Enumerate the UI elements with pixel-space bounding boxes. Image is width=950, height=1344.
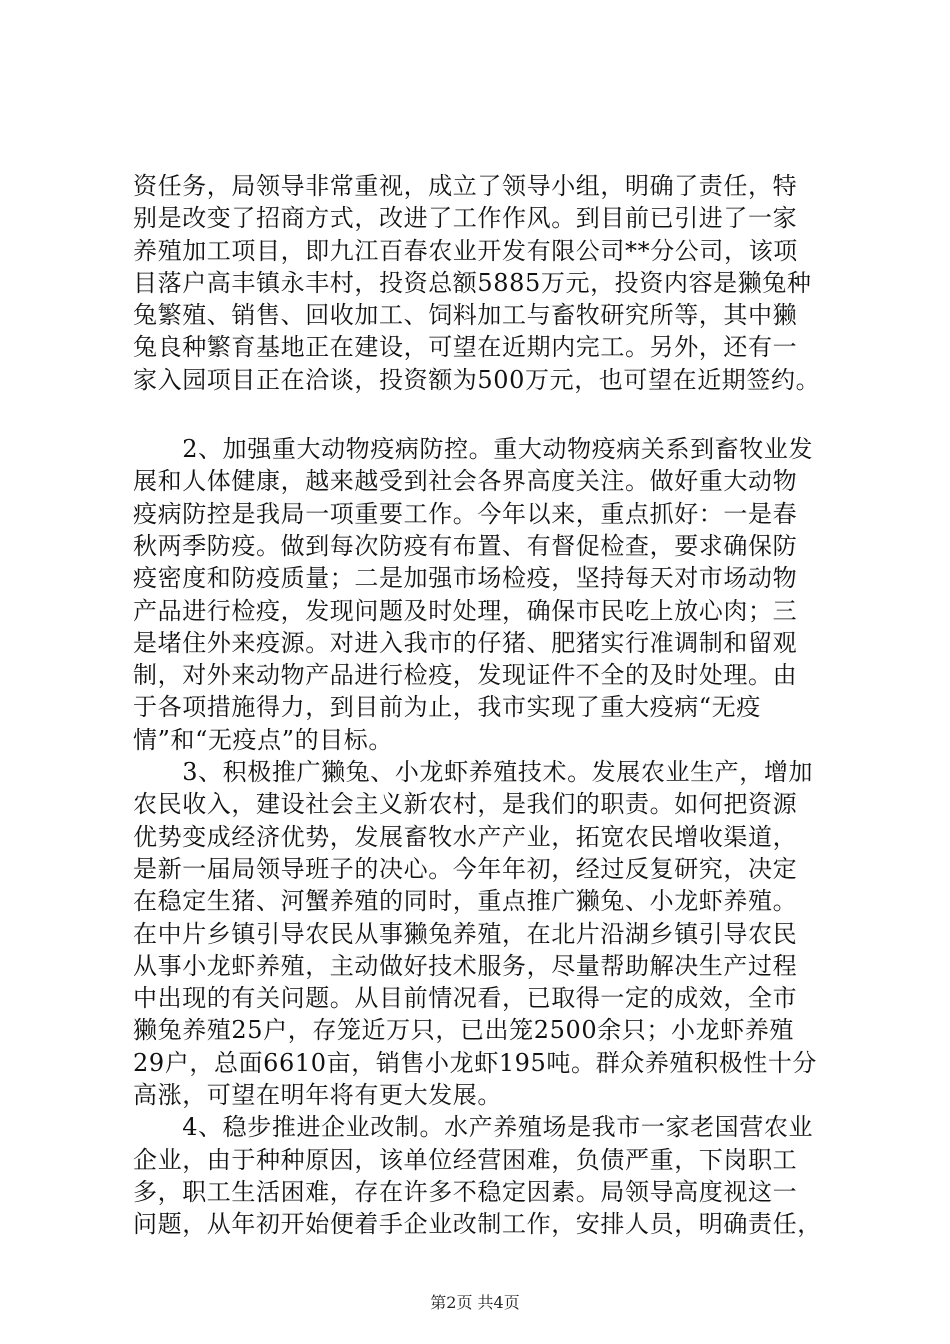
text-line: 家入园项目正在洽谈，投资额为500万元，也可望在近期签约。 bbox=[133, 365, 821, 394]
text-line: 疫病防控是我局一项重要工作。今年以来，重点抓好：一是春 bbox=[133, 499, 798, 528]
text-line: 资任务，局领导非常重视，成立了领导小组，明确了责任，特 bbox=[133, 172, 798, 200]
body-text bbox=[133, 170, 833, 1241]
text-line: 中出现的有关问题。从目前情况看，已取得一定的成效，全市 bbox=[133, 984, 798, 1013]
text-line: 产品进行检疫，发现问题及时处理，确保市民吃上放心肉；三 bbox=[133, 596, 798, 625]
text-line: 展和人体健康，越来越受到社会各界高度关注。做好重大动物 bbox=[133, 467, 798, 496]
text-line: 兔良种繁育基地正在建设，可望在近期内完工。另外，还有一 bbox=[133, 333, 798, 362]
text-line: 4、稳步推进企业改制。水产养殖场是我市一家老国营农业 bbox=[133, 1113, 814, 1142]
text-line: 在稳定生猪、河蟹养殖的同时，重点推广獭兔、小龙虾养殖。 bbox=[133, 887, 798, 916]
text-line: 獭兔养殖25户，存笼近万只，已出笼2500余只；小龙虾养殖 bbox=[133, 1016, 795, 1045]
text-line: 企业，由于种种原因，该单位经营困难，负债严重，下岗职工 bbox=[133, 1145, 798, 1174]
text-line: 养殖加工项目，即九江百春农业开发有限公司**分公司，该项 bbox=[133, 236, 798, 265]
text-line: 兔繁殖、销售、回收加工、饲料加工与畜牧研究所等，其中獭 bbox=[133, 301, 798, 330]
text-line: 是堵住外来疫源。对进入我市的仔猪、肥猪实行准调制和留观 bbox=[133, 628, 798, 657]
text-line: 29户，总面6610亩，销售小龙虾195吨。群众养殖积极性十分 bbox=[133, 1048, 818, 1077]
text-line: 于各项措施得力，到目前为止，我市实现了重大疫病“无疫 bbox=[133, 693, 761, 722]
text-line: 疫密度和防疫质量；二是加强市场检疫，坚持每天对市场动物 bbox=[133, 564, 798, 593]
text-line: 高涨，可望在明年将有更大发展。 bbox=[133, 1081, 502, 1110]
paragraph-2 bbox=[133, 433, 833, 756]
text-line: 从事小龙虾养殖，主动做好技术服务，尽量帮助解决生产过程 bbox=[133, 951, 798, 980]
text-line: 是新一届局领导班子的决心。今年年初，经过反复研究，决定 bbox=[133, 854, 798, 883]
text-line: 秋两季防疫。做到每次防疫有布置、有督促检查，要求确保防 bbox=[133, 531, 798, 560]
page-number-label: 第2页 共4页 bbox=[430, 1293, 520, 1312]
text-line: 农民收入，建设社会主义新农村，是我们的职责。如何把资源 bbox=[133, 790, 798, 819]
text-line: 目落户高丰镇永丰村，投资总额5885万元，投资内容是獭兔种 bbox=[133, 268, 812, 297]
text-line: 在中片乡镇引导农民从事獭兔养殖，在北片沿湖乡镇引导农民 bbox=[133, 919, 798, 948]
text-line: 3、积极推广獭兔、小龙虾养殖技术。发展农业生产，增加 bbox=[133, 758, 814, 787]
page-footer bbox=[0, 1290, 950, 1313]
text-line: 2、加强重大动物疫病防控。重大动物疫病关系到畜牧业发 bbox=[133, 435, 814, 464]
paragraph-1 bbox=[133, 170, 833, 396]
paragraph-4 bbox=[133, 1111, 833, 1240]
text-line: 制，对外来动物产品进行检疫，发现证件不全的及时处理。由 bbox=[133, 661, 798, 690]
text-line: 问题，从年初开始便着手企业改制工作，安排人员，明确责任， bbox=[133, 1210, 822, 1239]
paragraph-spacer bbox=[133, 396, 833, 433]
text-line: 优势变成经济优势，发展畜牧水产产业，拓宽农民增收渠道， bbox=[133, 822, 798, 851]
text-line: 情”和“无疫点”的目标。 bbox=[133, 725, 394, 754]
text-line: 别是改变了招商方式，改进了工作作风。到目前已引进了一家 bbox=[133, 204, 798, 233]
text-line: 多，职工生活困难，存在许多不稳定因素。局领导高度视这一 bbox=[133, 1177, 798, 1206]
paragraph-3 bbox=[133, 756, 833, 1111]
